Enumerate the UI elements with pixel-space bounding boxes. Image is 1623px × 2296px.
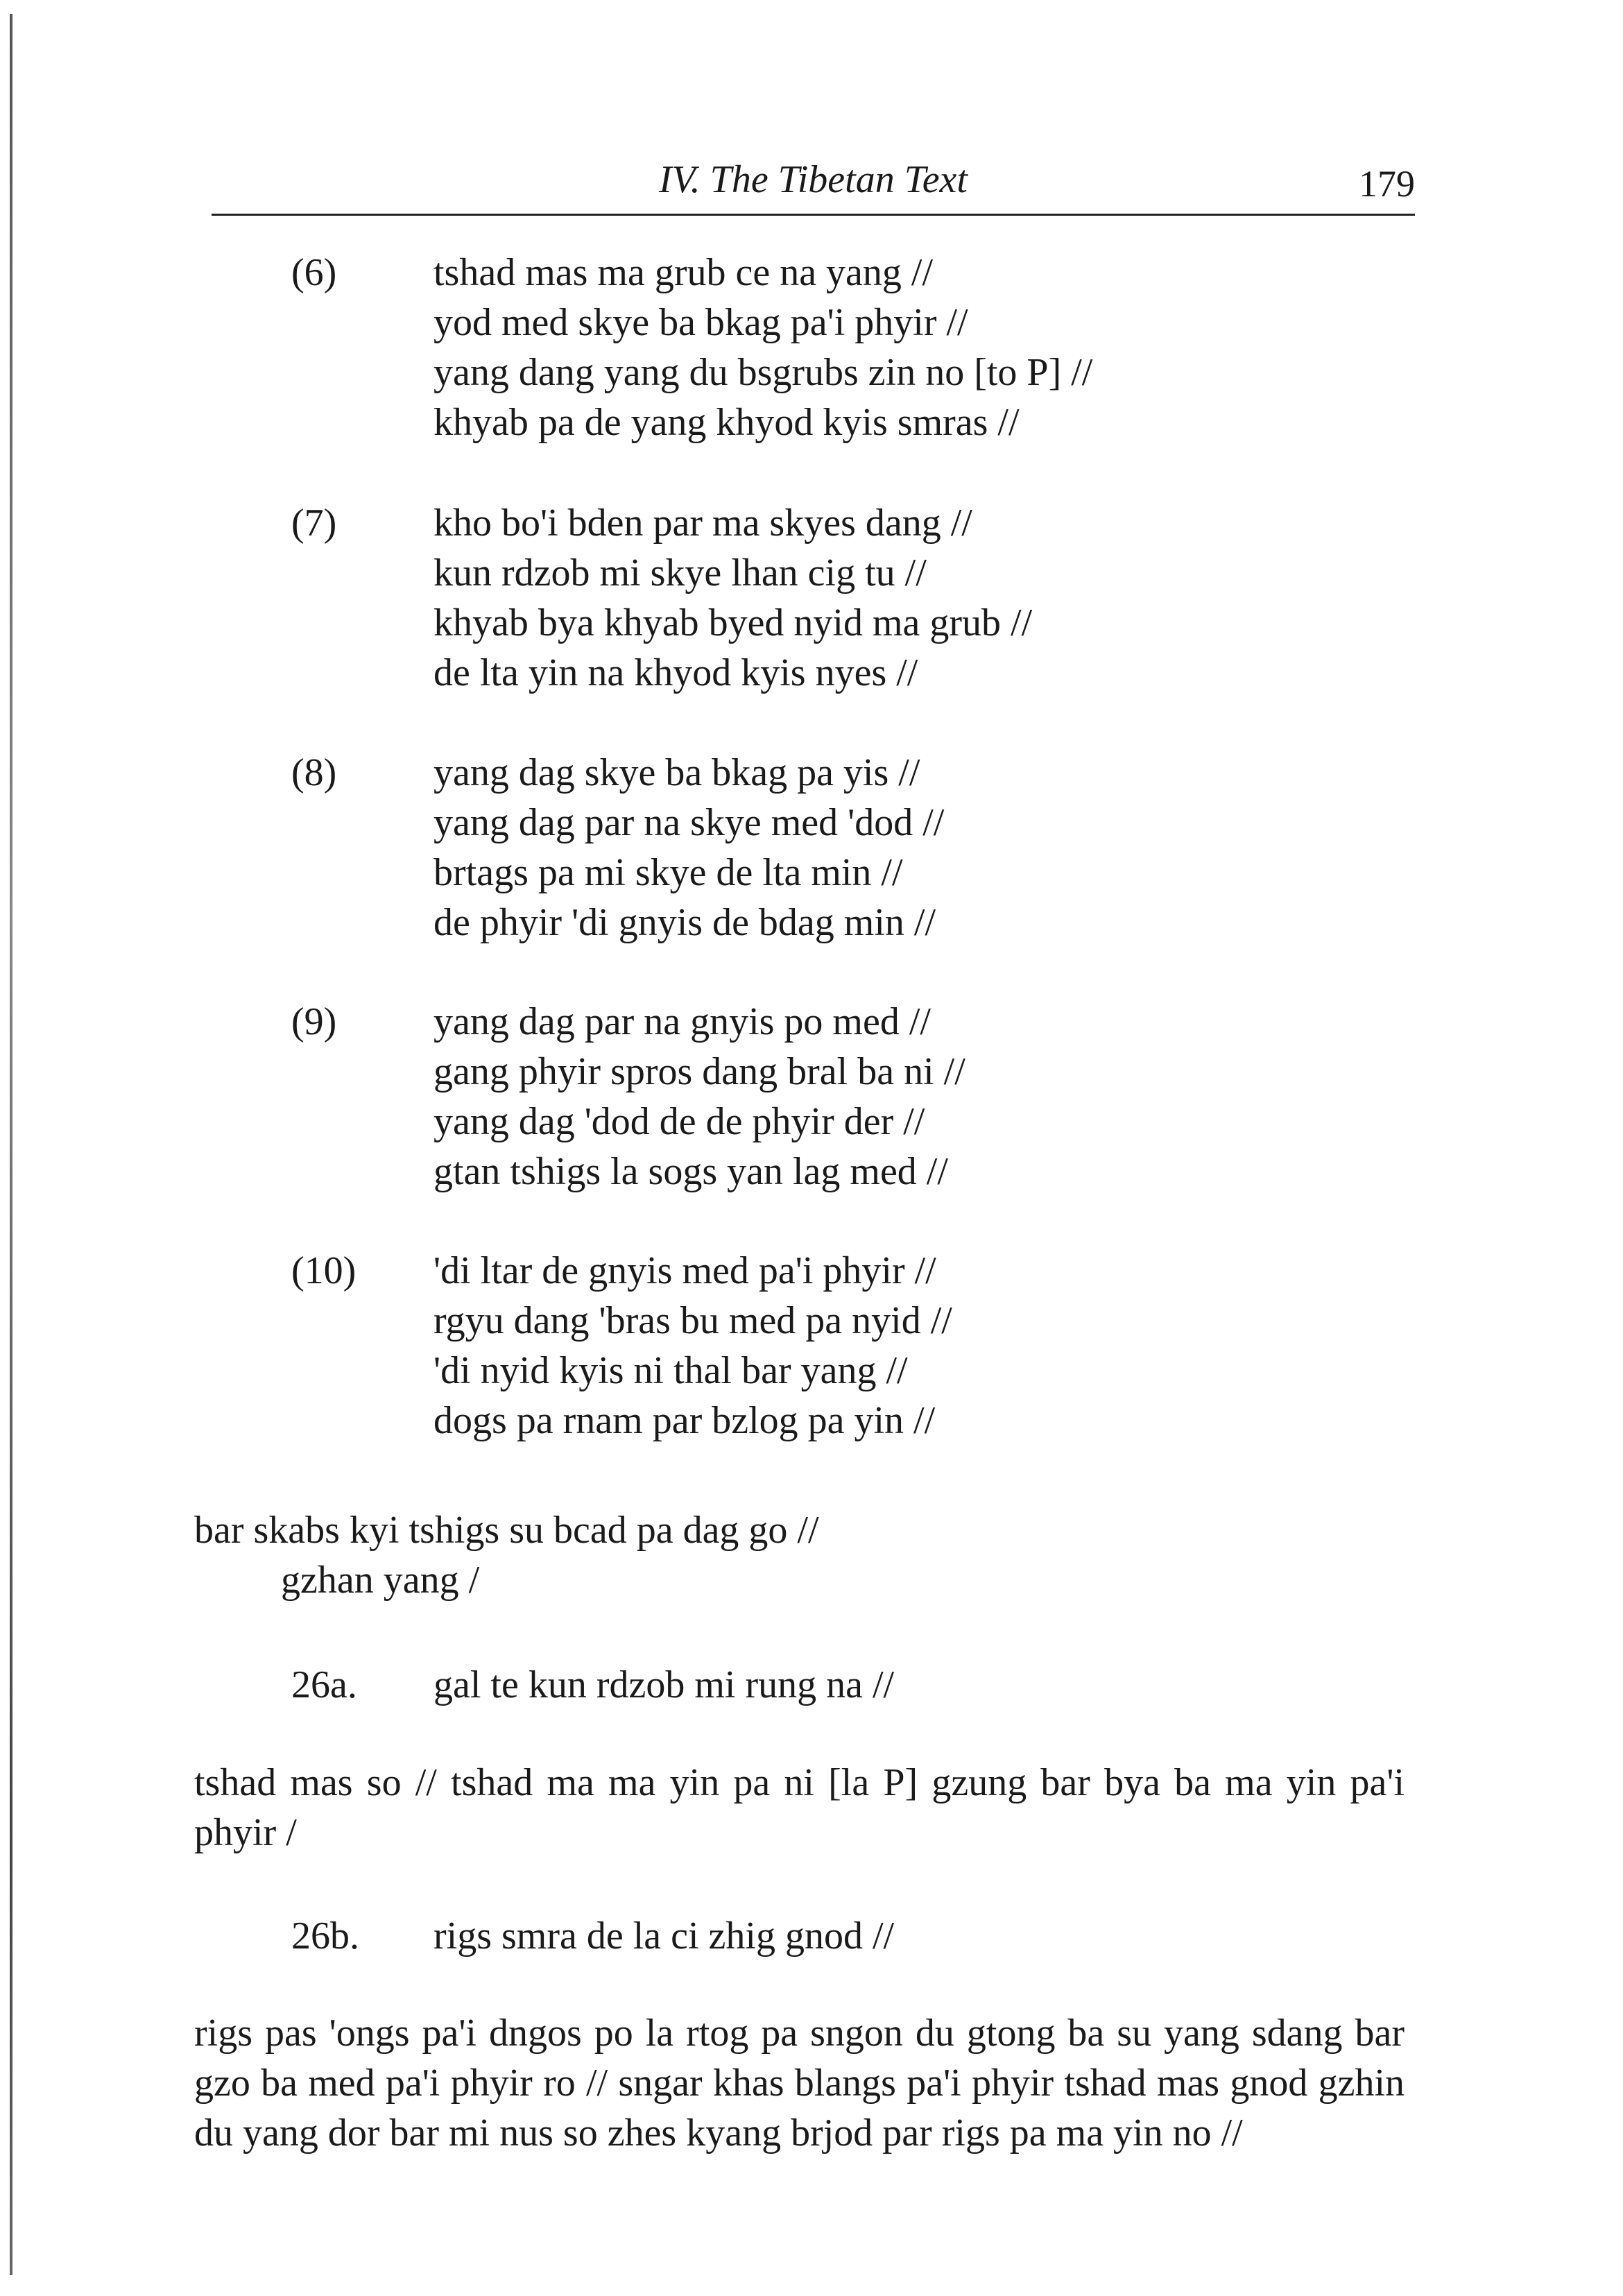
verse-line: tshad mas ma grub ce na yang // — [433, 251, 934, 294]
verse-line: de lta yin na khyod kyis nyes // — [433, 651, 918, 694]
verse-line: brtags pa mi skye de lta min // — [433, 851, 903, 894]
verse-line: yang dag par na gnyis po med // — [433, 1000, 931, 1043]
binding-edge — [10, 14, 12, 2275]
prose-line: bar skabs kyi tshigs su bcad pa dag go // — [194, 1509, 819, 1552]
verse-line: yang dag skye ba bkag pa yis // — [433, 751, 920, 794]
running-head: IV. The Tibetan Text — [659, 158, 968, 201]
page-number: 179 — [1359, 163, 1415, 205]
verse-line: kun rdzob mi skye lhan cig tu // — [433, 551, 927, 594]
verse-number: 26b. — [291, 1914, 359, 1957]
verse-text: gal te kun rdzob mi rung na // — [433, 1663, 895, 1706]
prose-line-indented: gzhan yang / — [281, 1559, 480, 1602]
stanza-number: (10) — [291, 1249, 357, 1292]
verse-line: yang dag 'dod de de phyir der // — [433, 1100, 925, 1143]
prose-paragraph: rigs pas 'ongs pa'i dngos po la rtog pa sngon du gtong ba su yang sdang bar gzo ba med pa'i phyir ro // sngar khas blangs pa'i phyir tshad mas gnod gzhin du yang dor bar mi nus so zhes kyang brjod par rigs pa ma yin no // — [194, 2012, 1405, 2154]
stanza-number: (9) — [291, 1000, 337, 1043]
verse-line: gtan tshigs la sogs yan lag med // — [433, 1150, 948, 1193]
verse-line: kho bo'i bden par ma skyes dang // — [433, 502, 972, 545]
verse-line: gang phyir spros dang bral ba ni // — [433, 1050, 965, 1093]
prose-paragraph: tshad mas so // tshad ma ma yin pa ni [la P] gzung bar bya ba ma yin pa'i phyir / — [194, 1761, 1405, 1854]
prose-paragraph — [194, 1505, 1408, 1605]
verse-line: dogs pa rnam par bzlog pa yin // — [433, 1399, 936, 1442]
verse-line: 'di ltar de gnyis med pa'i phyir // — [433, 1249, 936, 1292]
stanza-number: (8) — [291, 751, 337, 794]
verse-line: de phyir 'di gnyis de bdag min // — [433, 901, 936, 944]
stanza-number: (7) — [291, 502, 337, 545]
verse-line: yang dag par na skye med 'dod // — [433, 801, 945, 844]
verse-26b — [291, 1911, 894, 1961]
verse-line: yod med skye ba bkag pa'i phyir // — [433, 301, 968, 344]
verse-line: khyab bya khyab byed nyid ma grub // — [433, 601, 1033, 644]
verse-text: rigs smra de la ci zhig gnod // — [433, 1914, 895, 1957]
page-header — [212, 151, 1415, 216]
verse-line: khyab pa de yang khyod kyis smras // — [433, 401, 1020, 444]
verse-line: yang dang yang du bsgrubs zin no [to P] // — [433, 351, 1093, 394]
stanza-number: (6) — [291, 251, 337, 294]
verse-26a — [291, 1660, 894, 1710]
verse-line: 'di nyid kyis ni thal bar yang // — [433, 1349, 908, 1392]
verse-number: 26a. — [291, 1663, 357, 1706]
verse-line: rgyu dang 'bras bu med pa nyid // — [433, 1299, 952, 1342]
